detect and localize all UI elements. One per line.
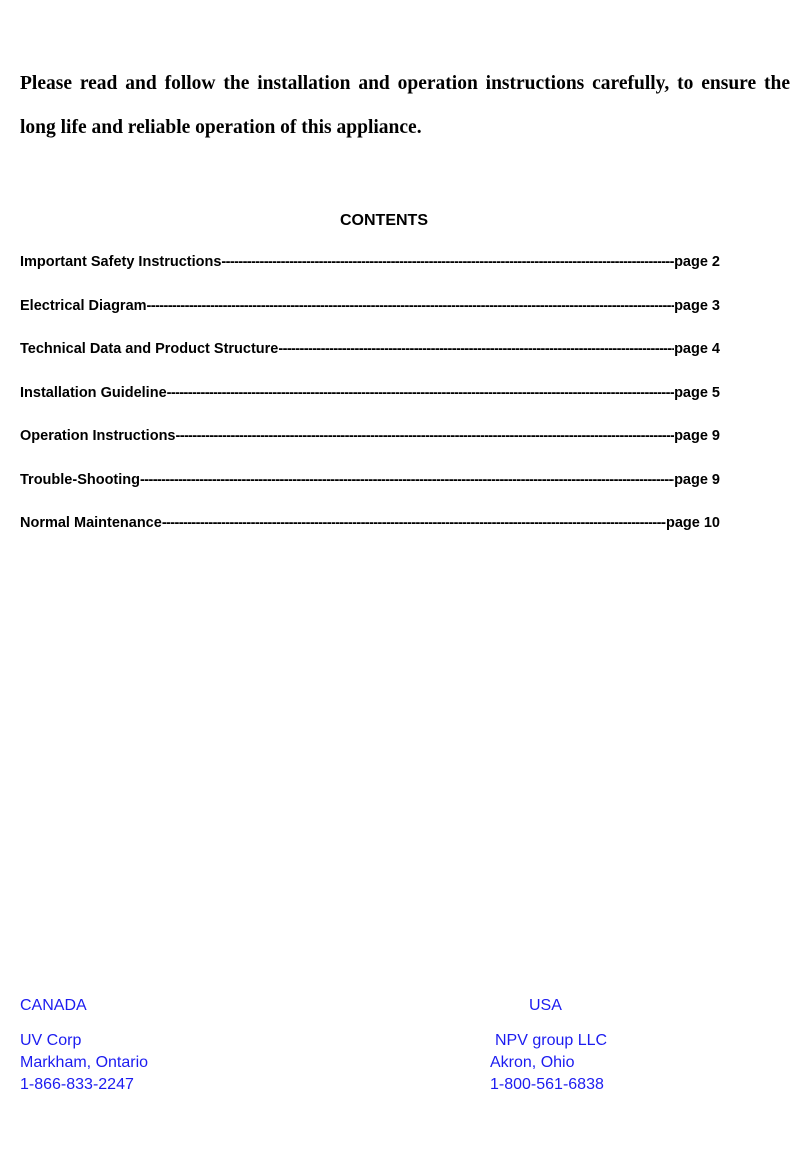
toc-item-label: Electrical Diagram bbox=[20, 297, 147, 314]
toc-item-page: page 10 bbox=[666, 515, 720, 531]
intro-paragraph: Please read and follow the installation and operation instructions carefully, to ensure the long life and reliable operation of this appliance. bbox=[20, 73, 790, 138]
toc-leader bbox=[167, 385, 674, 401]
toc-item-page: page 9 bbox=[674, 471, 720, 488]
toc-item-page: page 2 bbox=[674, 254, 720, 270]
toc-item-technical-data bbox=[20, 341, 720, 385]
toc-leader bbox=[176, 428, 675, 444]
contact-block-canada bbox=[20, 996, 148, 1096]
contact-company: UV Corp bbox=[20, 1032, 82, 1049]
toc-item-page: page 4 bbox=[674, 341, 720, 357]
contact-country: CANADA bbox=[20, 997, 87, 1014]
toc-leader bbox=[147, 298, 675, 314]
toc-item-safety bbox=[20, 254, 720, 298]
toc-item-operation bbox=[20, 428, 720, 472]
toc-leader bbox=[278, 341, 674, 357]
contact-phone: 1-800-561-6838 bbox=[490, 1076, 604, 1093]
toc-item-label: Operation Instructions bbox=[20, 428, 176, 444]
toc-item-page: page 5 bbox=[674, 384, 720, 401]
toc-item-label: Normal Maintenance bbox=[20, 515, 162, 531]
toc-item-trouble-shooting bbox=[20, 472, 720, 516]
toc-leader bbox=[162, 515, 666, 531]
contact-city: Akron, Ohio bbox=[490, 1054, 575, 1071]
toc-leader bbox=[221, 254, 674, 270]
toc-item-page: page 3 bbox=[674, 297, 720, 314]
contact-country: USA bbox=[529, 997, 562, 1014]
contents-heading: CONTENTS bbox=[340, 212, 428, 229]
contact-block-usa bbox=[490, 996, 607, 1096]
toc-item-label: Trouble-Shooting bbox=[20, 471, 141, 488]
contact-company: NPV group LLC bbox=[495, 1032, 608, 1049]
toc-item-maintenance bbox=[20, 515, 720, 559]
table-of-contents bbox=[20, 254, 720, 559]
toc-item-installation bbox=[20, 385, 720, 429]
toc-item-page: page 9 bbox=[674, 428, 720, 444]
toc-item-label: Technical Data and Product Structure bbox=[20, 341, 279, 357]
toc-item-label: Installation Guideline bbox=[20, 384, 167, 401]
toc-item-label: Important Safety Instructions bbox=[20, 254, 222, 270]
toc-item-electrical-diagram bbox=[20, 298, 720, 342]
contact-city: Markham, Ontario bbox=[20, 1054, 149, 1071]
toc-leader bbox=[140, 472, 674, 488]
contact-phone: 1-866-833-2247 bbox=[20, 1076, 134, 1093]
